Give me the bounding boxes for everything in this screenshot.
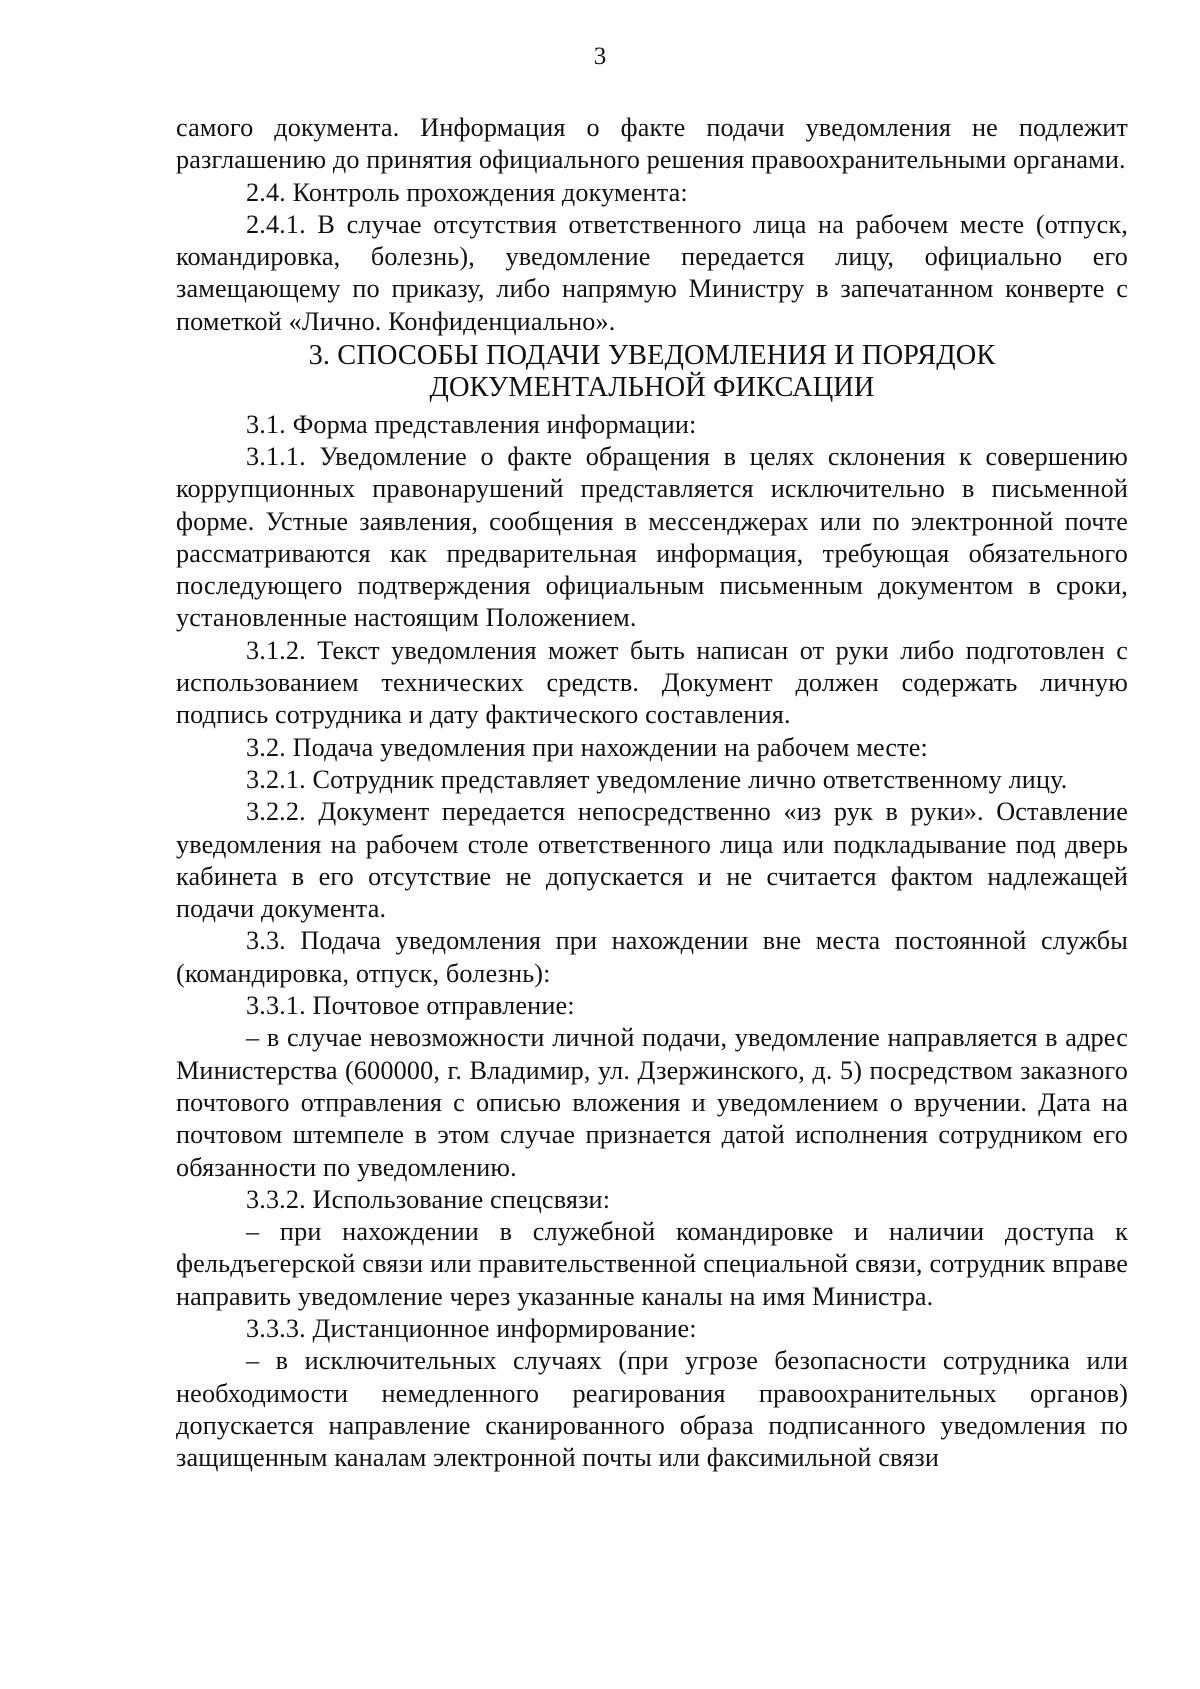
paragraph-2-4-1: 2.4.1. В случае отсутствия ответственного лица на рабочем месте (отпуск, командировка, болезнь), уведомление передается лицу, официально его замещающему по приказу, либо напрямую Министру в запечатанном конверте с пометкой «Лично. Конфиденциально». <box>176 209 1128 336</box>
paragraph-3-3-3: 3.3.3. Дистанционное информирование: <box>246 1313 697 1343</box>
paragraph-3-3-2: 3.3.2. Использование спецсвязи: <box>246 1184 611 1214</box>
paragraph-3-1-1: 3.1.1. Уведомление о факте обращения в целях склонения к совершению коррупционных правонарушений представляется исключительно в письменной форме. Устные заявления, сообщения в мессенджерах или по электронной почте рассматриваются как предварительная информация, требующая обязательного последующего подтверждения официальным письменным документом в сроки, установленные настоящим Положением. <box>176 441 1128 633</box>
section-heading-3: 3. СПОСОБЫ ПОДАЧИ УВЕДОМЛЕНИЯ И ПОРЯДОК ДОКУМЕНТАЛЬНОЙ ФИКСАЦИИ <box>308 340 996 404</box>
list-item-special-communication: – при нахождении в служебной командировке и наличии доступа к фельдъегерской связи или правительственной специальной связи, сотрудник вправе направить уведомление через указанные каналы на имя Министра. <box>176 1217 1128 1311</box>
paragraph-3-2-2: 3.2.2. Документ передается непосредственно «из рук в руки». Оставление уведомления на рабочем столе ответственного лица или подкладывание под дверь кабинета в его отсутствие не допускается и не считается фактом надлежащей подачи документа. <box>176 797 1128 924</box>
paragraph-3-3: 3.3. Подача уведомления при нахождении вне места постоянной службы (командировка, отпуск, болезнь): <box>176 926 1128 988</box>
paragraph-3-1-2: 3.1.2. Текст уведомления может быть написан от руки либо подготовлен с использованием технических средств. Документ должен содержать личную подпись сотрудника и дату фактического составления. <box>176 635 1128 730</box>
paragraph-3-1: 3.1. Форма представления информации: <box>246 409 697 439</box>
list-item-postal: – в случае невозможности личной подачи, уведомление направляется в адрес Министерства (600000, г. Владимир, ул. Дзержинского, д. 5) посредством заказного почтового отправления с описью вложения и уведомлением о вручении. Дата на почтовом штемпеле в этом случае признается датой исполнения сотрудником его обязанности по уведомлению. <box>176 1023 1128 1182</box>
paragraph-continuation: самого документа. Информация о факте подачи уведомления не подлежит разглашению до принятия официального решения правоохранительными органами. <box>176 113 1128 175</box>
paragraph-3-2: 3.2. Подача уведомления при нахождении на рабочем месте: <box>246 732 928 762</box>
paragraph-3-2-1: 3.2.1. Сотрудник представляет уведомление лично ответственному лицу. <box>246 764 1068 794</box>
document-body <box>176 112 1128 1474</box>
list-item-remote-notification: – в исключительных случаях (при угрозе безопасности сотрудника или необходимости немедленного реагирования правоохранительных органов) допускается направление сканированного образа подписанного уведомления по защищенным каналам электронной почты или факсимильной связи <box>176 1346 1128 1473</box>
paragraph-3-3-1: 3.3.1. Почтовое отправление: <box>246 991 575 1021</box>
paragraph-2-4: 2.4. Контроль прохождения документа: <box>246 177 688 207</box>
page-number: 3 <box>593 43 607 70</box>
